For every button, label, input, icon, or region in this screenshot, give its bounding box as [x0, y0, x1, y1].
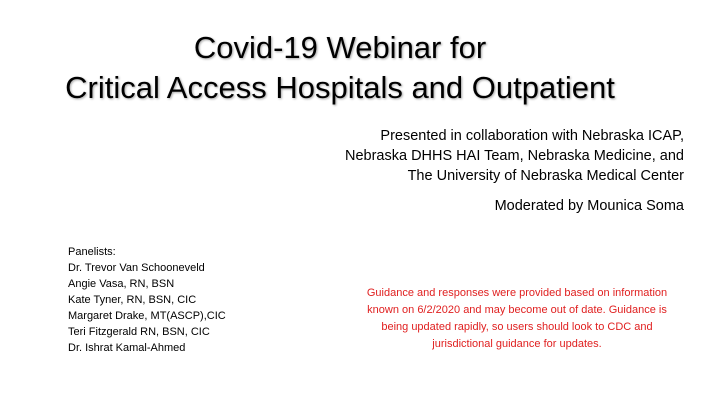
slide-title-line-2: Critical Access Hospitals and Outpatient	[65, 70, 615, 105]
slide-title-line-1: Covid-19 Webinar for	[193, 30, 487, 65]
presenters-line-3: The University of Nebraska Medical Center	[407, 168, 684, 184]
disclaimer-line-4: jurisdictional guidance for updates.	[432, 338, 602, 350]
guidance-disclaimer	[340, 285, 694, 353]
presenters-block	[345, 126, 684, 186]
panelist-item: Kate Tyner, RN, BSN, CIC	[68, 294, 197, 306]
panelist-item: Angie Vasa, RN, BSN	[68, 278, 175, 290]
presenters-line-1: Presented in collaboration with Nebraska ICAP,	[380, 128, 684, 144]
disclaimer-line-1: Guidance and responses were provided based on information	[366, 287, 668, 299]
panelist-item: Dr. Trevor Van Schooneveld	[68, 262, 205, 274]
slide-title	[0, 28, 680, 108]
disclaimer-line-2: known on 6/2/2020 and may become out of date. Guidance is	[367, 304, 667, 316]
disclaimer-line-3: being updated rapidly, so users should look to CDC and	[381, 321, 653, 333]
panelist-item: Dr. Ishrat Kamal-Ahmed	[68, 342, 186, 354]
panelist-item: Teri Fitzgerald RN, BSN, CIC	[68, 326, 210, 338]
panelists-list	[68, 244, 226, 356]
panelist-item: Margaret Drake, MT(ASCP),CIC	[68, 310, 226, 322]
panelists-heading: Panelists:	[68, 246, 116, 258]
presenters-line-2: Nebraska DHHS HAI Team, Nebraska Medicine, and	[344, 148, 684, 164]
moderator-line: Moderated by Mounica Soma	[494, 198, 684, 214]
